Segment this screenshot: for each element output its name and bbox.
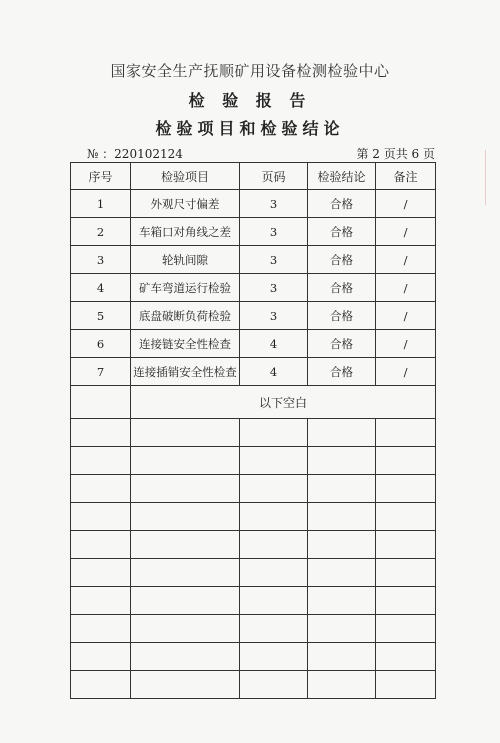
cell-result: 合格: [308, 302, 376, 330]
cell-empty: [131, 559, 240, 587]
cell-empty: [71, 615, 131, 643]
cell-empty: [71, 587, 131, 615]
cell-note: /: [376, 218, 436, 246]
cell-item: 外观尺寸偏差: [131, 190, 240, 218]
cell-note: /: [376, 330, 436, 358]
cell-empty: [376, 531, 436, 559]
cell-page: 3: [240, 274, 308, 302]
cell-result: 合格: [308, 246, 376, 274]
cell-result: 合格: [308, 218, 376, 246]
empty-row: [71, 587, 436, 615]
cell-note: /: [376, 246, 436, 274]
cell-empty: [71, 475, 131, 503]
cell-empty: [71, 386, 131, 419]
cell-empty: [131, 475, 240, 503]
cell-empty: [308, 587, 376, 615]
cell-no: 1: [71, 190, 131, 218]
cell-note: /: [376, 274, 436, 302]
cell-empty: [240, 643, 308, 671]
cell-no: 3: [71, 246, 131, 274]
cell-empty: [308, 559, 376, 587]
cell-page: 4: [240, 358, 308, 386]
cell-empty: [308, 615, 376, 643]
cell-empty: [131, 419, 240, 447]
table-row: [71, 358, 436, 386]
cell-empty: [308, 503, 376, 531]
empty-row: [71, 531, 436, 559]
empty-row: [71, 503, 436, 531]
page-indicator: 第 2 页共 6 页: [356, 147, 435, 161]
cell-note: /: [376, 190, 436, 218]
cell-empty: [240, 475, 308, 503]
cell-page: 4: [240, 330, 308, 358]
cell-empty: [376, 671, 436, 699]
table-row: [71, 218, 436, 246]
report-title: 检 验 报 告: [188, 91, 312, 110]
cell-empty: [131, 503, 240, 531]
cell-item: 连接链安全性检查: [131, 330, 240, 358]
cell-item: 矿车弯道运行检验: [131, 274, 240, 302]
table-header-row: [71, 163, 436, 190]
cell-page: 3: [240, 190, 308, 218]
cell-empty: [131, 531, 240, 559]
cell-result: 合格: [308, 274, 376, 302]
cell-empty: [240, 419, 308, 447]
table-row: [71, 190, 436, 218]
cell-empty: [376, 587, 436, 615]
empty-row: [71, 671, 436, 699]
cell-empty: [240, 447, 308, 475]
blank-note-row: [71, 386, 436, 419]
cell-empty: [308, 475, 376, 503]
header-item: 检验项目: [131, 163, 240, 190]
cell-empty: [376, 615, 436, 643]
table-row: [71, 330, 436, 358]
table-row: [71, 302, 436, 330]
report-number: № ：220102124: [87, 147, 183, 161]
cell-no: 4: [71, 274, 131, 302]
header-no: 序号: [71, 163, 131, 190]
cell-empty: [376, 475, 436, 503]
header-note: 备注: [376, 163, 436, 190]
cell-empty: [376, 643, 436, 671]
cell-empty: [131, 587, 240, 615]
cell-item: 车箱口对角线之差: [131, 218, 240, 246]
cell-item: 底盘破断负荷检验: [131, 302, 240, 330]
cell-empty: [131, 447, 240, 475]
cell-item: 轮轨间隙: [131, 246, 240, 274]
cell-result: 合格: [308, 330, 376, 358]
cell-empty: [131, 615, 240, 643]
cell-empty: [308, 643, 376, 671]
cell-empty: [71, 531, 131, 559]
cell-empty: [308, 447, 376, 475]
cell-empty: [376, 503, 436, 531]
cell-empty: [131, 643, 240, 671]
cell-no: 5: [71, 302, 131, 330]
cell-page: 3: [240, 218, 308, 246]
empty-row: [71, 643, 436, 671]
blank-note: 以下空白: [131, 386, 436, 419]
stamp-edge-mark: [485, 150, 500, 205]
cell-no: 7: [71, 358, 131, 386]
cell-empty: [71, 671, 131, 699]
header-result: 检验结论: [308, 163, 376, 190]
empty-row: [71, 559, 436, 587]
cell-empty: [71, 503, 131, 531]
section-title: 检验项目和检验结论: [155, 119, 345, 138]
empty-row: [71, 419, 436, 447]
cell-empty: [240, 587, 308, 615]
table-row: [71, 246, 436, 274]
empty-row: [71, 475, 436, 503]
cell-empty: [376, 559, 436, 587]
header-page: 页码: [240, 163, 308, 190]
cell-no: 6: [71, 330, 131, 358]
cell-note: /: [376, 358, 436, 386]
cell-empty: [308, 531, 376, 559]
cell-page: 3: [240, 246, 308, 274]
cell-empty: [376, 447, 436, 475]
cell-result: 合格: [308, 358, 376, 386]
cell-empty: [71, 419, 131, 447]
cell-empty: [240, 615, 308, 643]
cell-empty: [308, 419, 376, 447]
cell-page: 3: [240, 302, 308, 330]
cell-empty: [71, 559, 131, 587]
cell-empty: [240, 503, 308, 531]
table-row: [71, 274, 436, 302]
cell-empty: [240, 531, 308, 559]
cell-empty: [71, 643, 131, 671]
cell-empty: [240, 671, 308, 699]
cell-empty: [131, 671, 240, 699]
cell-result: 合格: [308, 190, 376, 218]
cell-no: 2: [71, 218, 131, 246]
cell-empty: [71, 447, 131, 475]
cell-empty: [308, 671, 376, 699]
empty-row: [71, 615, 436, 643]
cell-empty: [376, 419, 436, 447]
cell-empty: [240, 559, 308, 587]
inspection-table: [70, 162, 436, 699]
cell-note: /: [376, 302, 436, 330]
cell-item: 连接插销安全性检查: [131, 358, 240, 386]
organization-name: 国家安全生产抚顺矿用设备检测检验中心: [110, 62, 390, 80]
empty-row: [71, 447, 436, 475]
